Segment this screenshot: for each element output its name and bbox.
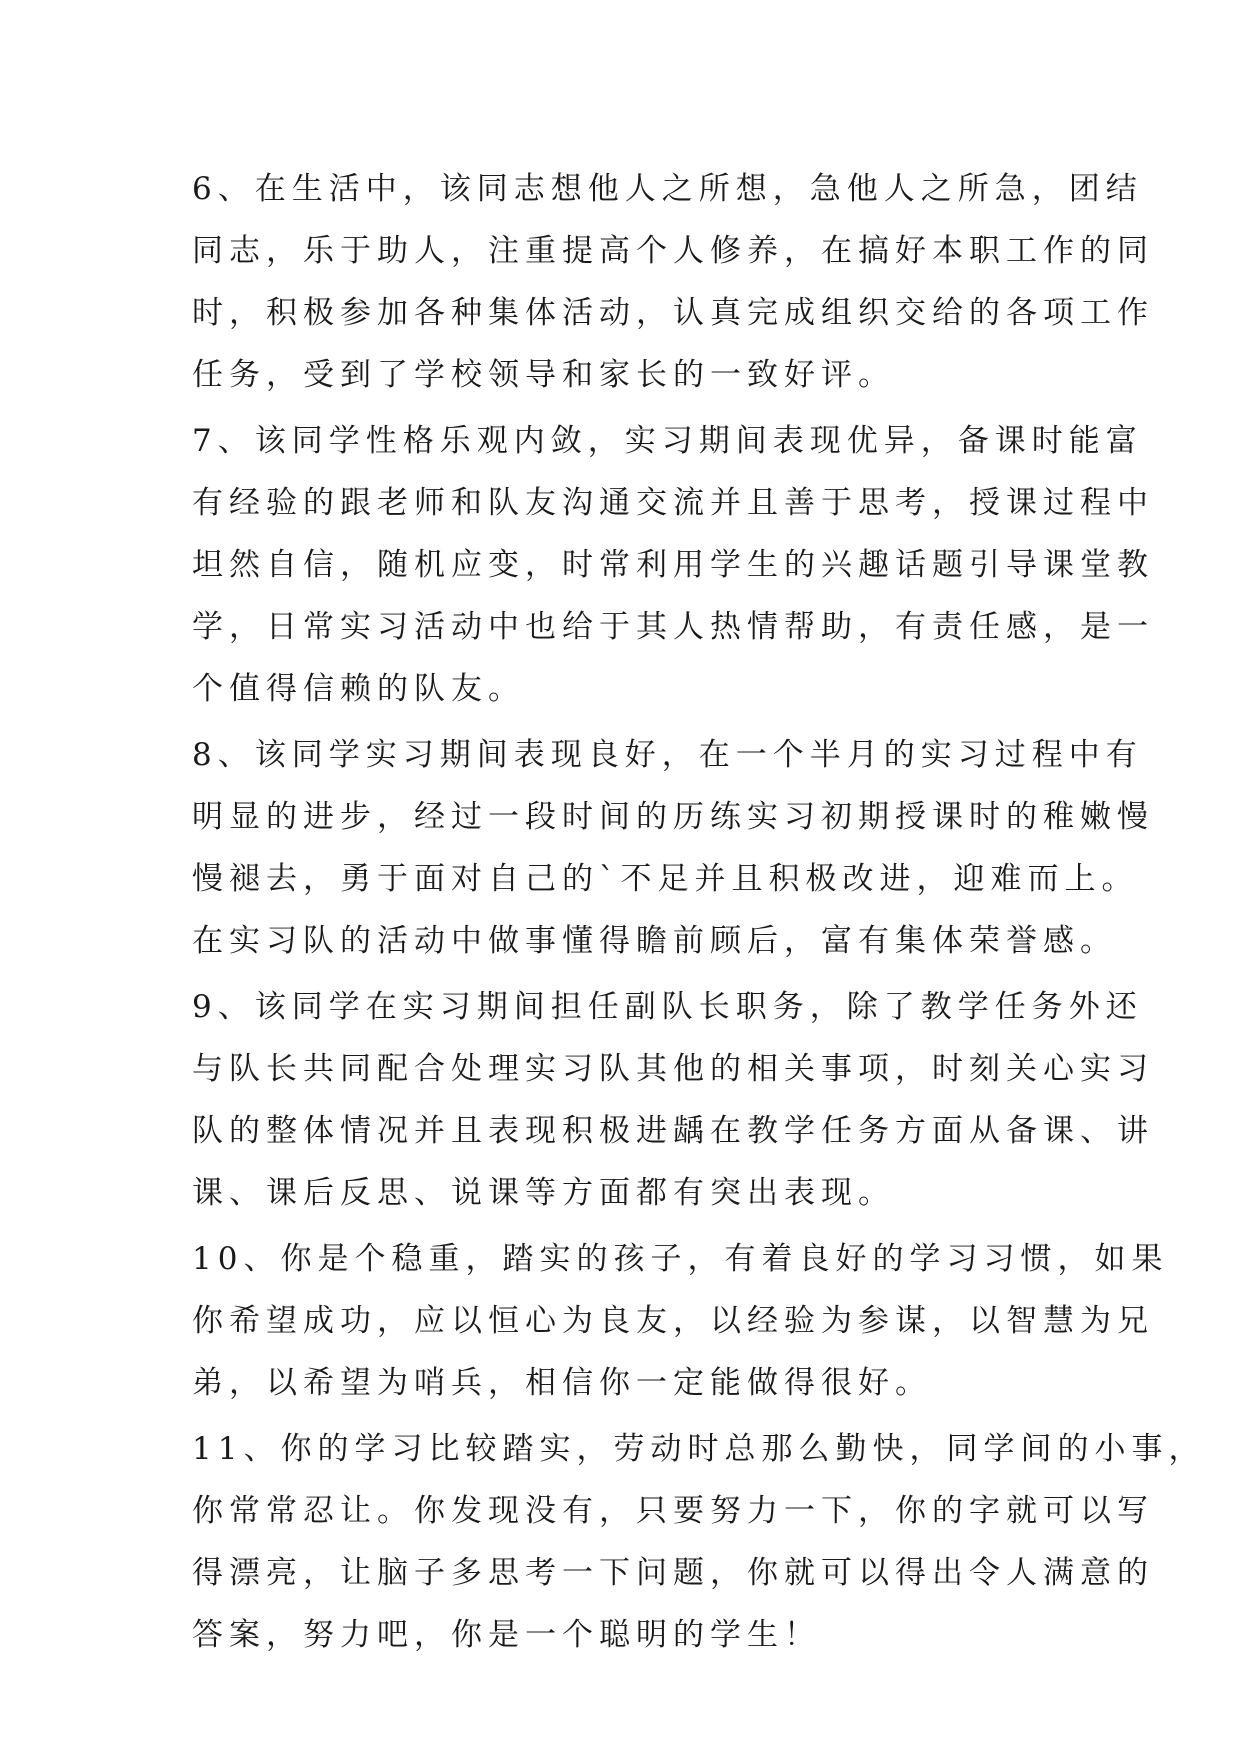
text-line: 7、该同学性格乐观内敛，实习期间表现优异，备课时能富 (192, 423, 1143, 459)
text-line: 任务，受到了学校领导和家长的一致好评。 (192, 357, 895, 393)
text-line: 坦然自信，随机应变，时常利用学生的兴趣话题引导课堂教 (192, 547, 1154, 583)
comment-paragraph-9 (192, 976, 1154, 1224)
text-line: 弟，以希望为哨兵，相信你一定能做得很好。 (192, 1365, 932, 1401)
text-line: 队的整体情况并且表现积极进龋在教学任务方面从备课、讲 (192, 1113, 1154, 1149)
text-line: 10、你是个稳重，踏实的孩子，有着良好的学习习惯，如果 (192, 1241, 1169, 1277)
text-line: 6、在生活中，该同志想他人之所想，急他人之所急，团结 (192, 171, 1143, 207)
text-line: 你希望成功，应以恒心为良友，以经验为参谋，以智慧为兄 (192, 1303, 1154, 1339)
text-line: 9、该同学在实习期间担任副队长职务，除了教学任务外还 (192, 989, 1143, 1025)
text-line: 与队长共同配合处理实习队其他的相关事项，时刻关心实习 (192, 1051, 1154, 1087)
text-line: 8、该同学实习期间表现良好，在一个半月的实习过程中有 (192, 737, 1143, 773)
comment-paragraph-8 (192, 724, 1154, 972)
text-line: 在实习队的活动中做事懂得瞻前顾后，富有集体荣誉感。 (192, 923, 1117, 959)
comment-paragraph-7 (192, 410, 1154, 720)
text-line: 你常常忍让。你发现没有，只要努力一下，你的字就可以写 (192, 1493, 1154, 1529)
text-line: 同志，乐于助人，注重提高个人修养，在搞好本职工作的同 (192, 233, 1154, 269)
text-line: 学，日常实习活动中也给于其人热情帮助，有责任感，是一 (192, 609, 1154, 645)
text-line: 得漂亮，让脑子多思考一下问题，你就可以得出令人满意的 (192, 1555, 1154, 1591)
text-line: 有经验的跟老师和队友沟通交流并且善于思考，授课过程中 (192, 485, 1154, 521)
text-line: 个值得信赖的队友。 (192, 671, 525, 707)
text-line: 答案，努力吧，你是一个聪明的学生！ (192, 1617, 821, 1653)
text-line: 慢褪去，勇于面对自己的`不足并且积极改进，迎难而上。 (192, 861, 1139, 897)
text-line: 明显的进步，经过一段时间的历练实习初期授课时的稚嫩慢 (192, 799, 1154, 835)
text-line: 时，积极参加各种集体活动，认真完成组织交给的各项工作 (192, 295, 1154, 331)
text-line: 课、课后反思、说课等方面都有突出表现。 (192, 1175, 895, 1211)
document-body (192, 158, 1206, 1670)
text-line: 11、你的学习比较踏实，劳动时总那么勤快，同学间的小事， (192, 1431, 1206, 1467)
comment-paragraph-6 (192, 158, 1154, 406)
comment-paragraph-10 (192, 1228, 1169, 1414)
comment-paragraph-11 (192, 1418, 1206, 1666)
